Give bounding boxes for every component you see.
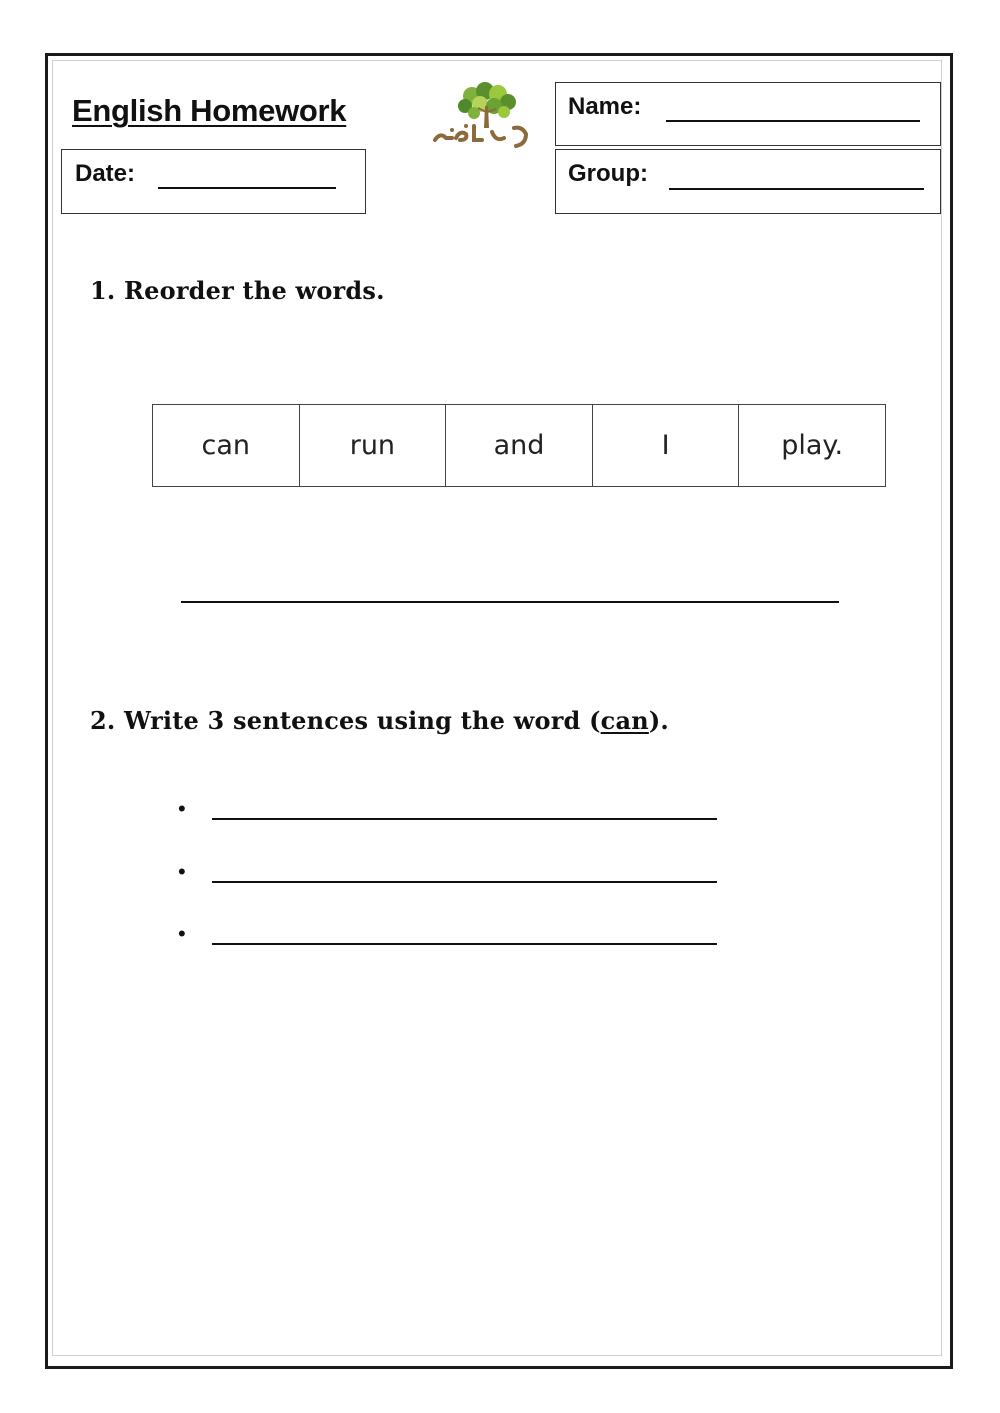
name-blank-line[interactable] <box>666 120 920 122</box>
sentence-blank-line[interactable] <box>212 943 717 945</box>
question-1-title: 1. Reorder the words. <box>90 276 385 305</box>
sentence-line-2 <box>178 857 718 887</box>
sentence-line-3 <box>178 919 718 949</box>
worksheet-title: English Homework <box>72 93 347 128</box>
question-2-title-end: ). <box>648 706 669 735</box>
school-logo <box>430 82 540 150</box>
word-cell: can <box>153 405 300 487</box>
bullet-icon: • <box>178 921 186 946</box>
date-blank-line[interactable] <box>158 187 336 189</box>
group-label: Group: <box>568 160 648 187</box>
sentence-blank-line[interactable] <box>212 881 717 883</box>
name-label: Name: <box>568 93 642 120</box>
question-2-keyword: can <box>600 706 649 735</box>
sentence-blank-line[interactable] <box>212 818 717 820</box>
tree-logo-icon <box>430 82 540 150</box>
date-label: Date: <box>75 160 136 187</box>
word-table <box>152 404 886 487</box>
question-2-title <box>90 706 669 735</box>
word-cell: and <box>446 405 593 487</box>
name-field-box <box>555 82 941 146</box>
question-1-answer-line[interactable] <box>181 601 839 603</box>
date-field-box <box>61 149 366 214</box>
word-cell: run <box>299 405 446 487</box>
group-field-box <box>555 149 941 214</box>
word-cell: I <box>592 405 739 487</box>
word-row <box>153 405 886 487</box>
question-2-title-start: 2. Write 3 sentences using the word ( <box>90 706 601 735</box>
bullet-icon: • <box>178 859 186 884</box>
group-blank-line[interactable] <box>669 188 924 190</box>
sentence-line-1 <box>178 794 718 824</box>
word-cell: play. <box>739 405 886 487</box>
bullet-icon: • <box>178 796 186 821</box>
